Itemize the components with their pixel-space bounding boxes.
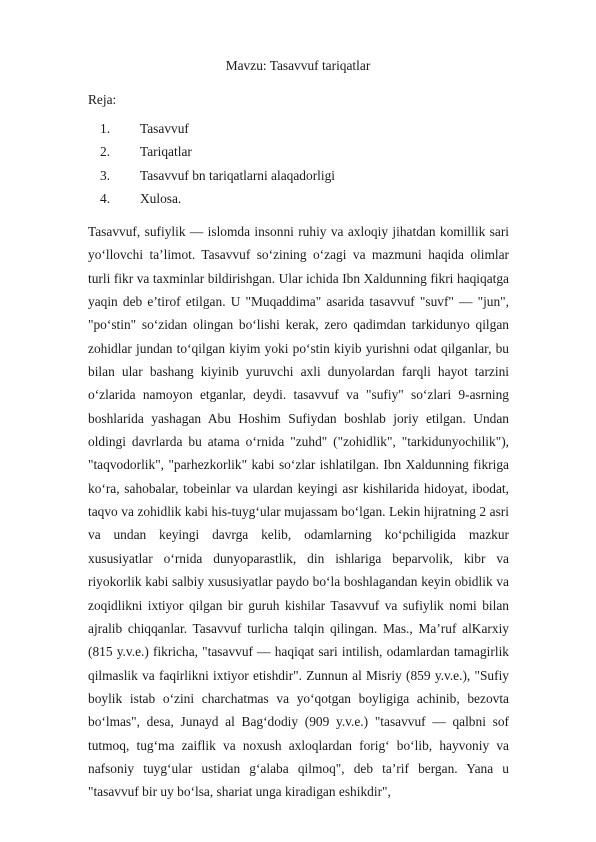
plan-heading: Reja: — [88, 92, 117, 107]
document-title: Mavzu: Tasavvuf tariqatlar — [225, 58, 371, 73]
plan-item-text: Tariqatlar — [140, 144, 192, 160]
plan-item-number: 2. — [100, 144, 111, 160]
plan-item-text: Xulosa. — [140, 190, 182, 206]
plan-list — [100, 120, 520, 213]
plan-item — [100, 143, 520, 166]
plan-item-text: Tasavvuf — [140, 121, 189, 136]
plan-item — [100, 120, 520, 143]
plan-item — [100, 167, 520, 190]
plan-item — [100, 190, 520, 213]
plan-item-number: 1. — [100, 121, 111, 136]
plan-item-number: 3. — [100, 167, 111, 183]
plan-item-number: 4. — [100, 190, 111, 206]
plan-item-text: Tasavvuf bn tariqatlarni alaqadorligi — [140, 167, 336, 183]
body-paragraph: Tasavvuf, sufiylik — islomda insonni ruhiy va axloqiy jihatdan komillik sari yo‘llovchi ta’limot. Tasavvuf so‘zining o‘zagi va mazmuni haqida olimlar turli fikr va taxminlar bildirishgan. Ular ichida Ibn Xaldunning fikri haqiqatga yaqin deb e’tirof etilgan. U "Muqaddima" asarida tasavvuf "suvf" — "jun", "po‘stin" so‘zidan olingan bo‘lishi kerak, zero qadimdan tarkidunyo qilgan zohidlar jundan to‘qilgan kiyim yoki po‘stin kiyib yurishni odat qilganlar, bu bilan ular bashang kiyinib yuruvchi axli dunyolardan farqli hayot tarzini o‘zlarida namoyon etganlar, deydi. tasavvuf va "sufiy" so‘zlari 9-asrning boshlarida yashagan Abu Hoshim Sufiydan boshlab joriy etilgan. Undan oldingi davrlarda bu atama o‘rnida "zuhd" ("zohidlik", "tarkidunyochilik"), "taqvodorlik", "parhezkorlik" kabi so‘zlar ishlatilgan. Ibn Xaldunning fikriga ko‘ra, sahobalar, tobeinlar va ulardan keyingi asr kishilarida hidoyat, ibodat, taqvo va zohidlik kabi his-tuyg‘ular mujassam bo‘lgan. Lekin hijratning 2 asri va undan keyingi davrga kelib, odamlarning ko‘pchiligida mazkur xususiyatlar o‘rnida dunyoparastlik, din ishlariga beparvolik, kibr va riyokorlik kabi salbiy xususiyatlar paydo bo‘la boshlagandan keyin obidlik va zoqidlikni ixtiyor qilgan bir guruh kishilar Tasavvuf va sufiylik nomi bilan ajralib chiqqanlar. Tasavvuf turlicha talqin qilingan. Mas., Ma’ruf alKarxiy (815 y.v.e.) fikricha, "tasavvuf — haqiqat sari intilish, odamlardan tamagirlik qilmaslik va faqirlikni ixtiyor etishdir". Zunnun al Misriy (859 y.v.e.), "Sufiy boylik istab o‘zini charchatmas va yo‘qotgan boyligiga achinib, bezovta bo‘lmas", desa, Junayd al Bag‘dodiy (909 y.v.e.) "tasavvuf — qalbni sof tutmoq, tug‘ma zaiflik va noxush axloqlardan forig‘ bo‘lib, hayvoniy va nafsoniy tuyg‘ular ustidan g‘alaba qilmoq", deb ta’rif bergan. Yana u "tasavvuf bir uy bo‘lsa, shariat unga kiradigan eshikdir", — [88, 224, 509, 800]
